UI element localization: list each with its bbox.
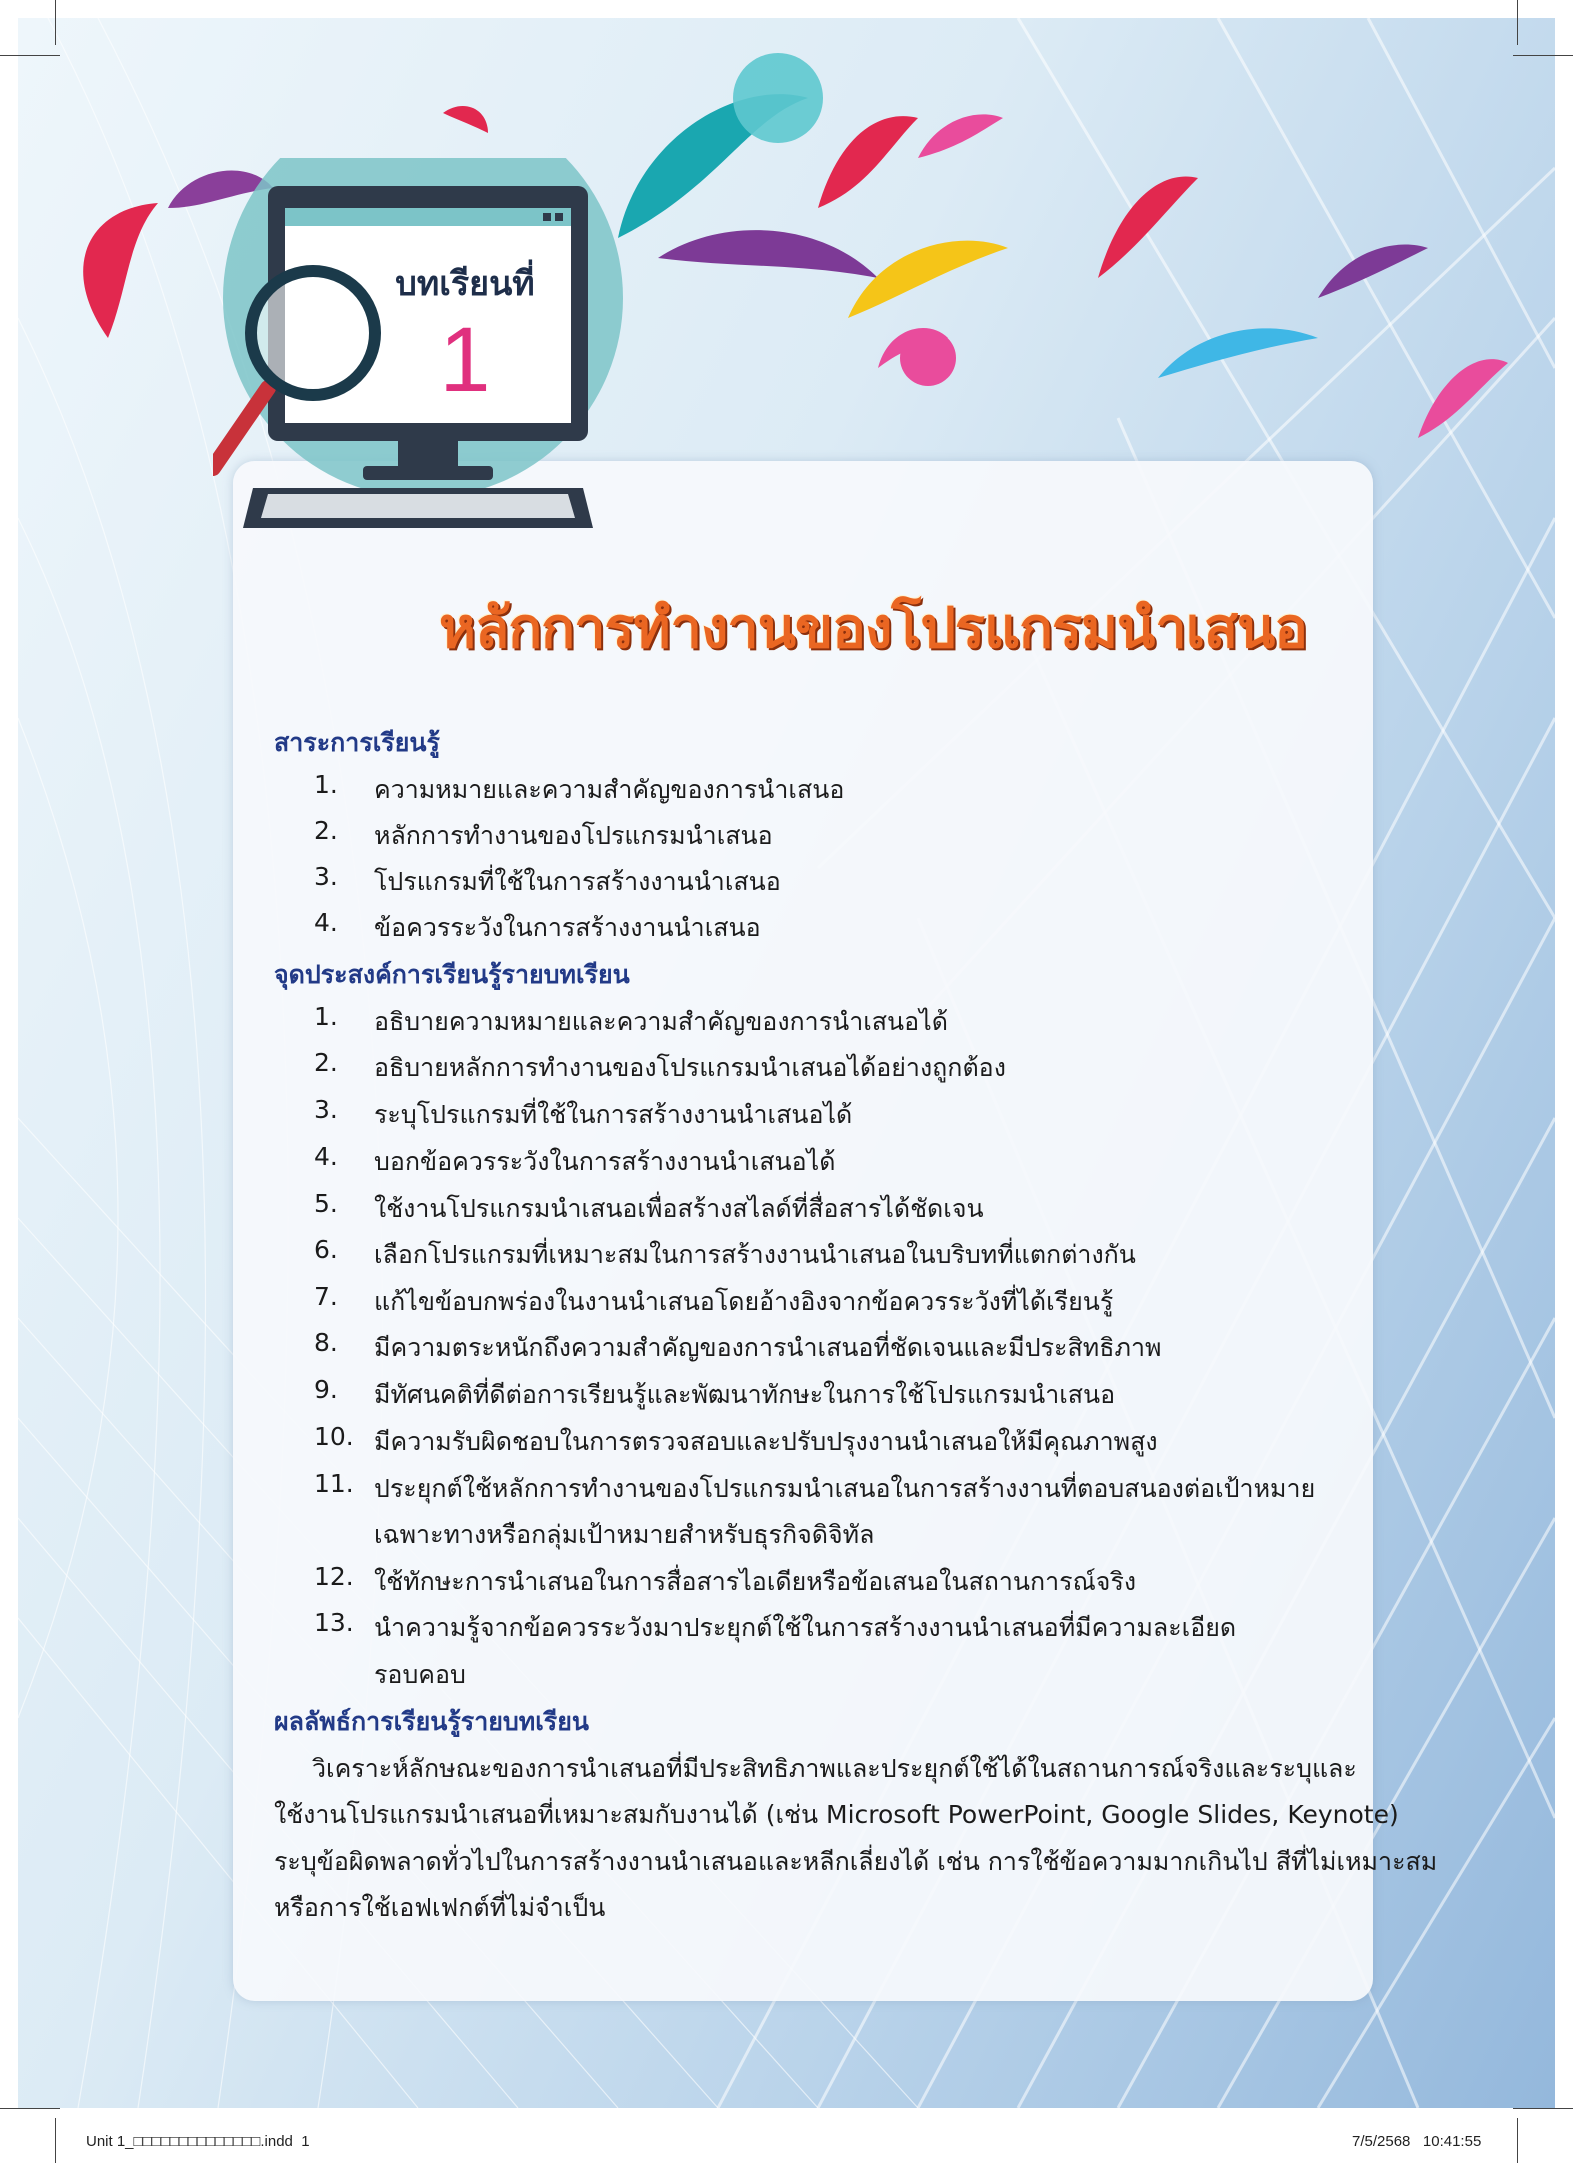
- footer-timestamp: 7/5/2568 10:41:55: [1352, 2133, 1482, 2150]
- page-background: บทเรียนที่ 1 หลักการทำงานของโปรแกรมนำเสนอ สาระการเรียนรู้ 1. ความหมายและความสำคัญของการนำเสนอ 2. หลักการทำงานของโปรแกรมนำเสนอ 3. โปรแกรมที่ใช้ในการสร้างงานนำเสนอ 4. ข้อควรระวังในการสร้างงานนำเสนอ จุดประสงค์การเรียนรู้รายบทเรียน 1. อธิบายความหมายและความสำคัญของการนำเสนอได้ 2. อธิบายหลักการทำงานของโปรแกรมนำเสนอได้อย่างถูกต้อง 3. ระบุโปรแกรมที่ใช้ในการสร้างงานนำเสนอได้ 4. บอกข้อควรระวังในการสร้างงานนำเสนอได้ 5. ใช้งานโปรแกรมนำเสนอเพื่อสร้างสไลด์ที่สื่อสารได้ชัดเจน 6. เลือกโปรแกรมที่เหมาะสมในการสร้างงานนำเสนอในบริบทที่แตกต่างกัน 7. แก้ไขข้อบกพร่องในงานนำเสนอโดยอ้างอิงจากข้อควรระวังที่ได้เรียนรู้ 8. มีความตระหนักถึงความสำคัญของการนำเสนอที่ชัดเจนและมีประสิทธิภาพ 9. มีทัศนคติที่ดีต่อการเรียนรู้และพัฒนาทักษะในการใช้โปรแกรมนำเสนอ 10. มีความรับผิดชอบในการตรวจสอบและปรับปรุงงานนำเสนอให้มีคุณภาพสูง 11. ประยุกต์ใช้หลักการทำงานของโปรแกรมนำเสนอในการสร้างงานที่ตอบสนองต่อเป้าหมาย เฉพาะทางหรือกลุ่มเป้าหมายสำหรับธุรกิจดิจิทัล 12. ใช้ทักษะการนำเสนอในการสื่อสารไอเดียหรือข้อเสนอในสถานการณ์จริง 13. นำความรู้จากข้อควรระวังมาประยุกต์ใช้ในการสร้างงานนำเสนอที่มีความละเอียด รอบคอบ ผลลัพธ์การเรียนรู้รายบทเรียน วิเคราะห์ลักษณะของการนำเสนอที่มีประสิทธิภาพและประยุกต์ใช้ได้ในสถานการณ์จริงและระบุและ ใช้งานโปรแกรมนำเสนอที่เหมาะสมกับงานได้ (เช่น Microsoft PowerPoint, Google Slides, Keynote) ระบุข้อผิดพลาดทั่วไปในการสร้างงานนำเสนอและหลีกเลี่ยงได้ เช่น การใช้ข้อความมากเกินไป สีที่ไม่เหมาะสม หรือการใช้เอฟเฟกต์ที่ไม่จำเป็น: [18, 18, 1555, 2108]
- list-item-continuation: รอบคอบ: [374, 1660, 466, 1689]
- crop-mark: [55, 2118, 56, 2163]
- paragraph-line: หรือการใช้เอฟเฟกต์ที่ไม่จำเป็น: [274, 1893, 606, 1922]
- crop-mark: [1517, 2118, 1518, 2163]
- crop-mark: [1513, 55, 1573, 56]
- paragraph-line: ระบุข้อผิดพลาดทั่วไปในการสร้างงานนำเสนอและหลีกเลี่ยงได้ เช่น การใช้ข้อความมากเกินไป สีที่ไม่เหมาะสม: [274, 1847, 1438, 1876]
- content-heading: สาระการเรียนรู้: [274, 728, 440, 757]
- keyboard-icon: [243, 488, 593, 528]
- crop-mark: [55, 0, 56, 45]
- lesson-number: 1: [439, 309, 491, 411]
- paragraph-line: ใช้งานโปรแกรมนำเสนอที่เหมาะสมกับงานได้ (เช่น Microsoft PowerPoint, Google Slides, Keynote): [274, 1800, 1399, 1829]
- page-title: หลักการทำงานของโปรแกรมนำเสนอ: [439, 596, 1307, 661]
- objectives-heading: จุดประสงค์การเรียนรู้รายบทเรียน: [274, 960, 630, 989]
- paragraph-line: วิเคราะห์ลักษณะของการนำเสนอที่มีประสิทธิภาพและประยุกต์ใช้ได้ในสถานการณ์จริงและระบุและ: [312, 1754, 1357, 1783]
- crop-mark: [1517, 0, 1518, 45]
- crop-mark: [1513, 2108, 1573, 2109]
- lesson-label: บทเรียนที่: [395, 264, 535, 304]
- crop-mark: [0, 2108, 60, 2109]
- footer-file: Unit 1_□□□□□□□□□□□□□□.indd 1: [86, 2133, 310, 2150]
- list-item-continuation: เฉพาะทางหรือกลุ่มเป้าหมายสำหรับธุรกิจดิจิทัล: [374, 1520, 875, 1549]
- crop-mark: [0, 55, 60, 56]
- outcomes-heading: ผลลัพธ์การเรียนรู้รายบทเรียน: [274, 1707, 589, 1736]
